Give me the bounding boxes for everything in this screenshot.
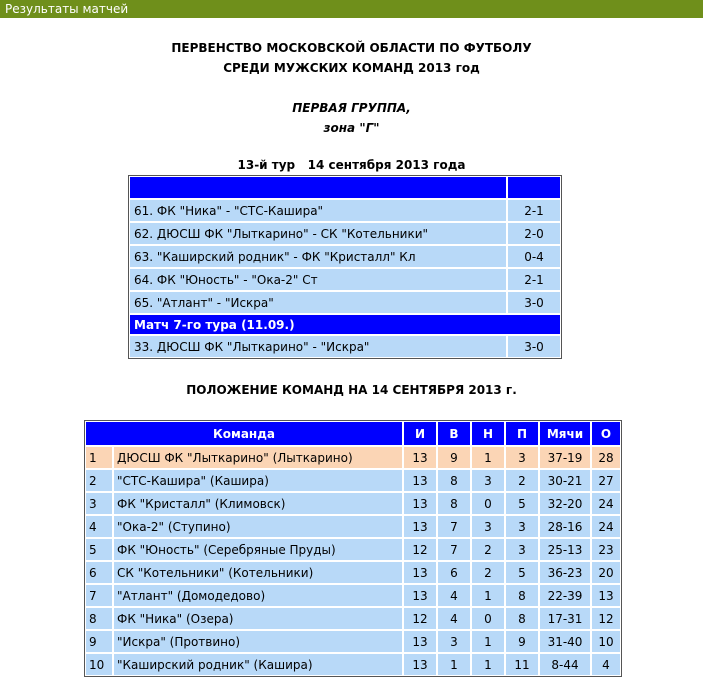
team-won: 8 <box>437 492 471 515</box>
match-score: 2-1 <box>507 199 561 222</box>
team-played: 12 <box>403 538 437 561</box>
match-row <box>129 245 561 268</box>
match-row <box>129 268 561 291</box>
extra-match-header: Матч 7-го тура (11.09.) <box>129 314 561 335</box>
match-row <box>129 335 561 358</box>
team-points: 13 <box>591 584 621 607</box>
team-drawn: 0 <box>471 607 505 630</box>
header-goals: Мячи <box>539 421 591 446</box>
team-name: ФК "Кристалл" (Климовск) <box>113 492 403 515</box>
match-row <box>129 291 561 314</box>
team-position: 9 <box>85 630 113 653</box>
title-line-1: ПЕРВЕНСТВО МОСКОВСКОЙ ОБЛАСТИ ПО ФУТБОЛУ <box>171 41 532 55</box>
team-won: 4 <box>437 584 471 607</box>
match-teams: 65. "Атлант" - "Искра" <box>129 291 507 314</box>
match-row <box>129 199 561 222</box>
team-points: 24 <box>591 492 621 515</box>
team-name: СК "Котельники" (Котельники) <box>113 561 403 584</box>
group-title <box>0 98 703 138</box>
team-won: 1 <box>437 653 471 676</box>
team-points: 12 <box>591 607 621 630</box>
team-position: 6 <box>85 561 113 584</box>
team-name: ФК "Юность" (Серебряные Пруды) <box>113 538 403 561</box>
team-goals: 17-31 <box>539 607 591 630</box>
team-won: 3 <box>437 630 471 653</box>
team-played: 13 <box>403 515 437 538</box>
team-played: 13 <box>403 653 437 676</box>
team-lost: 3 <box>505 446 539 469</box>
team-drawn: 2 <box>471 561 505 584</box>
standings-row <box>85 561 621 584</box>
team-points: 28 <box>591 446 621 469</box>
match-score: 3-0 <box>507 291 561 314</box>
team-drawn: 2 <box>471 538 505 561</box>
zone-name: зона "Г" <box>323 121 380 135</box>
match-teams: 61. ФК "Ника" - "СТС-Кашира" <box>129 199 507 222</box>
team-played: 13 <box>403 561 437 584</box>
standings-row <box>85 630 621 653</box>
team-won: 9 <box>437 446 471 469</box>
team-drawn: 1 <box>471 584 505 607</box>
results-header-score-cell <box>507 176 561 199</box>
standings-row <box>85 515 621 538</box>
team-drawn: 0 <box>471 492 505 515</box>
standings-row <box>85 446 621 469</box>
standings-row <box>85 469 621 492</box>
header-points: О <box>591 421 621 446</box>
team-goals: 25-13 <box>539 538 591 561</box>
group-name: ПЕРВАЯ ГРУППА, <box>292 101 411 115</box>
team-goals: 36-23 <box>539 561 591 584</box>
team-name: ДЮСШ ФК "Лыткарино" (Лыткарино) <box>113 446 403 469</box>
standings-row <box>85 492 621 515</box>
team-drawn: 3 <box>471 515 505 538</box>
team-position: 5 <box>85 538 113 561</box>
match-row <box>129 222 561 245</box>
results-header-row <box>129 176 561 199</box>
standings-table <box>84 420 622 677</box>
title-line-2: СРЕДИ МУЖСКИХ КОМАНД 2013 год <box>223 61 480 75</box>
header-lost: П <box>505 421 539 446</box>
team-won: 7 <box>437 515 471 538</box>
team-lost: 11 <box>505 653 539 676</box>
team-won: 8 <box>437 469 471 492</box>
team-played: 13 <box>403 584 437 607</box>
team-name: "Атлант" (Домодедово) <box>113 584 403 607</box>
standings-header-row <box>85 421 621 446</box>
team-played: 12 <box>403 607 437 630</box>
team-goals: 28-16 <box>539 515 591 538</box>
team-played: 13 <box>403 446 437 469</box>
header-won: В <box>437 421 471 446</box>
standings-title: ПОЛОЖЕНИЕ КОМАНД НА 14 СЕНТЯБРЯ 2013 г. <box>186 383 517 397</box>
team-drawn: 1 <box>471 653 505 676</box>
team-position: 3 <box>85 492 113 515</box>
match-score: 3-0 <box>507 335 561 358</box>
team-name: "Ока-2" (Ступино) <box>113 515 403 538</box>
team-goals: 22-39 <box>539 584 591 607</box>
header-team: Команда <box>85 421 403 446</box>
team-position: 7 <box>85 584 113 607</box>
team-won: 4 <box>437 607 471 630</box>
team-played: 13 <box>403 469 437 492</box>
team-goals: 31-40 <box>539 630 591 653</box>
team-goals: 32-20 <box>539 492 591 515</box>
team-name: "СТС-Кашира" (Кашира) <box>113 469 403 492</box>
team-position: 2 <box>85 469 113 492</box>
team-played: 13 <box>403 492 437 515</box>
team-won: 7 <box>437 538 471 561</box>
team-points: 20 <box>591 561 621 584</box>
results-header-cell <box>129 176 507 199</box>
match-score: 0-4 <box>507 245 561 268</box>
page-header-title: Результаты матчей <box>5 2 129 16</box>
team-lost: 5 <box>505 492 539 515</box>
team-position: 1 <box>85 446 113 469</box>
page-header-bar <box>0 0 703 18</box>
team-played: 13 <box>403 630 437 653</box>
team-name: ФК "Ника" (Озера) <box>113 607 403 630</box>
team-drawn: 1 <box>471 446 505 469</box>
match-teams: 62. ДЮСШ ФК "Лыткарино" - СК "Котельники" <box>129 222 507 245</box>
extra-match-header-row <box>129 314 561 335</box>
team-name: "Каширский родник" (Кашира) <box>113 653 403 676</box>
team-name: "Искра" (Протвино) <box>113 630 403 653</box>
team-lost: 8 <box>505 584 539 607</box>
match-score: 2-1 <box>507 268 561 291</box>
standings-row <box>85 538 621 561</box>
team-points: 23 <box>591 538 621 561</box>
championship-title <box>0 38 703 78</box>
team-lost: 5 <box>505 561 539 584</box>
team-position: 10 <box>85 653 113 676</box>
team-lost: 8 <box>505 607 539 630</box>
team-goals: 30-21 <box>539 469 591 492</box>
team-won: 6 <box>437 561 471 584</box>
team-points: 24 <box>591 515 621 538</box>
tour-title: 13-й тур 14 сентября 2013 года <box>237 158 466 172</box>
team-lost: 3 <box>505 538 539 561</box>
team-position: 4 <box>85 515 113 538</box>
results-table <box>128 175 562 359</box>
standings-row <box>85 653 621 676</box>
team-lost: 2 <box>505 469 539 492</box>
team-points: 27 <box>591 469 621 492</box>
standings-row <box>85 584 621 607</box>
team-points: 10 <box>591 630 621 653</box>
team-position: 8 <box>85 607 113 630</box>
team-points: 4 <box>591 653 621 676</box>
match-teams: 33. ДЮСШ ФК "Лыткарино" - "Искра" <box>129 335 507 358</box>
header-drawn: Н <box>471 421 505 446</box>
team-lost: 9 <box>505 630 539 653</box>
team-lost: 3 <box>505 515 539 538</box>
match-teams: 63. "Каширский родник" - ФК "Кристалл" Кл <box>129 245 507 268</box>
match-score: 2-0 <box>507 222 561 245</box>
team-drawn: 1 <box>471 630 505 653</box>
team-goals: 8-44 <box>539 653 591 676</box>
team-drawn: 3 <box>471 469 505 492</box>
header-played: И <box>403 421 437 446</box>
team-goals: 37-19 <box>539 446 591 469</box>
standings-row <box>85 607 621 630</box>
match-teams: 64. ФК "Юность" - "Ока-2" Ст <box>129 268 507 291</box>
